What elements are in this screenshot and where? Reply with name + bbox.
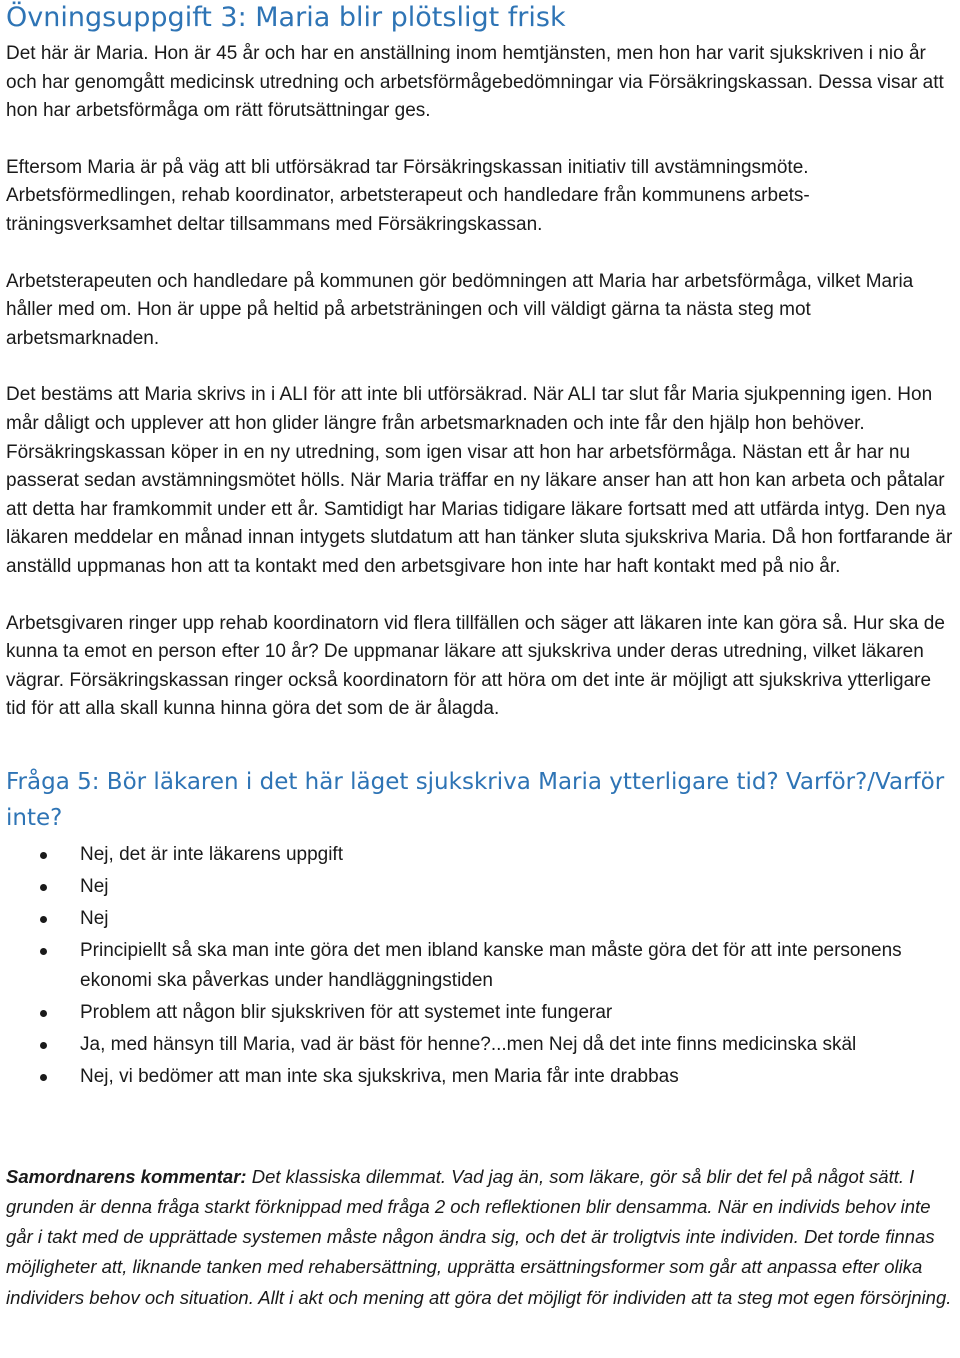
bullet-icon — [40, 1042, 47, 1049]
answer-text: Ja, med hänsyn till Maria, vad är bäst för henne?...men Nej då det inte finns medicinska skäl — [80, 1033, 857, 1055]
bullet-icon — [40, 916, 47, 923]
bullet-icon — [40, 852, 47, 859]
paragraph-employer: Arbetsgivaren ringer upp rehab koordinatorn vid flera tillfällen och säger att läkaren inte kan göra så. Hur ska de kunna ta emot en person efter 10 år? De uppmanar läkare att sjukskriva under deras utredning, vilket läkaren vägrar. Försäkringskassan ringer också koordinatorn för att höra om det inte är möjligt att sjukskriva ytterligare tid för att alla skall kunna hinna göra det som de är ålagda. — [6, 612, 945, 720]
answer-text: Principiellt så ska man inte göra det men ibland kanske man måste göra det för att inte personens ekonomi ska påverkas under handläggningstiden — [80, 939, 902, 991]
coordinator-comment — [6, 1162, 954, 1313]
bullet-icon — [40, 1074, 47, 1081]
answer-text: Nej, det är inte läkarens uppgift — [80, 843, 343, 865]
paragraph-assessment: Arbetsterapeuten och handledare på kommunen gör bedömningen att Maria har arbetsförmåga, vilket Maria håller med om. Hon är uppe på heltid på arbetsträningen och vill väldigt gärna ta nästa steg mot arbetsmarknaden. — [6, 270, 914, 349]
answer-item — [6, 1030, 954, 1060]
answer-text: Nej — [80, 907, 109, 929]
answer-list — [6, 840, 954, 1092]
answer-item — [6, 1062, 954, 1092]
paragraph-ali: Det bestäms att Maria skrivs in i ALI för att inte bli utförsäkrad. När ALI tar slut får Maria sjukpenning igen. Hon mår dåligt och upplever att hon glider längre från arbetsmarknaden och inte får den hjälp hon behöver. Försäkringskassan köper in en ny utredning, som igen visar att hon har arbetsförmåga. Nästan ett år har nu passerat sedan avstämningsmötet hölls. När Maria träffar en ny läkare anser han att hon kan arbeta och påtalar att detta har framkommit under ett år. Samtidigt har Marias tidigare läkare fortsatt med att utfärda intyg. Den nya läkaren meddelar en månad innan intygets slutdatum att han tänker sluta sjukskriva Maria. Då hon fortfarande är anställd uppmanas hon att ta kontakt med den arbetsgivare hon inte har haft kontakt med på nio år. — [6, 384, 953, 577]
bullet-icon — [40, 884, 47, 891]
answer-text: Problem att någon blir sjukskriven för att systemet inte fungerar — [80, 1001, 613, 1023]
bullet-icon — [40, 948, 47, 955]
answer-text: Nej — [80, 875, 109, 897]
paragraph-intro: Det här är Maria. Hon är 45 år och har en anställning inom hemtjänsten, men hon har varit sjukskriven i nio år och har genomgått medicinsk utredning och arbetsförmågebedömningar via Försäkringskassan. Dessa visar att hon har arbetsförmåga om rätt förutsättningar ges. — [6, 43, 944, 122]
question-heading: Fråga 5: Bör läkaren i det här läget sjukskriva Maria ytterligare tid? Varför?/Varför inte? — [6, 768, 945, 831]
answer-text: Nej, vi bedömer att man inte ska sjukskriva, men Maria får inte drabbas — [80, 1065, 679, 1087]
answer-item — [6, 840, 954, 870]
document-title: Övningsuppgift 3: Maria blir plötsligt frisk — [6, 2, 566, 33]
comment-text: Det klassiska dilemmat. Vad jag än, som läkare, gör så blir det fel på något sätt. I grunden är denna fråga starkt förknippad med fråga 2 och reflektionen blir densamma. När en individs behov inte går i takt med de upprättade systemen måste någon ändra sig, och det är troligtvis inte individen. Det torde finnas möjligheter att, liknande tanken med rehabersättning, upprätta ersättningsformer som går att anpassa efter olika individers behov och situation. Allt i akt och mening att göra det möjligt för individen att ta steg mot egen försörjning. — [6, 1165, 952, 1308]
answer-item — [6, 904, 954, 934]
bullet-icon — [40, 1010, 47, 1017]
answer-item — [6, 936, 954, 996]
answer-item — [6, 872, 954, 902]
comment-label: Samordnarens kommentar: — [6, 1165, 247, 1187]
answer-item — [6, 998, 954, 1028]
paragraph-meeting: Eftersom Maria är på väg att bli utförsäkrad tar Försäkringskassan initiativ till avstämningsmöte. Arbetsförmedlingen, rehab koordinator, arbetsterapeut och handledare från kommunens arbets-träningsverksamhet deltar tillsammans med Försäkringskassan. — [6, 156, 810, 235]
